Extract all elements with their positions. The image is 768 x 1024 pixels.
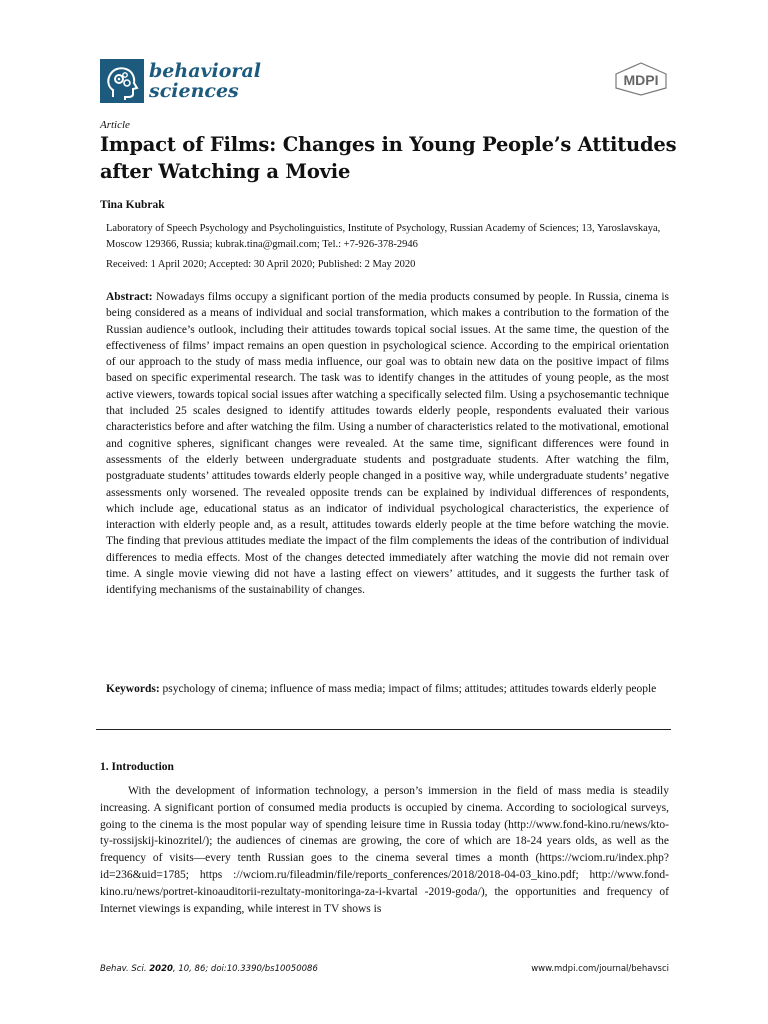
abstract-label: Abstract: [106,291,153,303]
journal-logo [100,59,280,107]
footer-url[interactable]: www.mdpi.com/journal/behavsci [531,964,669,974]
keywords-label: Keywords: [106,683,160,695]
footer-volume: 10 [178,964,190,974]
article-type: Article [100,119,130,131]
journal-name-line2: sciences [149,80,239,102]
author-name: Tina Kubrak [100,199,165,211]
author-affiliation: Laboratory of Speech Psychology and Psycholinguistics, Institute of Psychology, Russian Academy of Sciences; 13, Yaroslavskaya, Moscow 129366, Russia; kubrak.tina@gmail.com; Tel.: +7-926-378-2946 [106,223,661,250]
introduction-paragraph: With the development of information technology, a person’s immersion in the field of mass media is steadily increasing. A significant portion of consumed media products is occupied by cinema. According to sociological surveys, going to the cinema is the most popular way of spending leisure time in Russia today (http://www.fond-kino.ru/news/kto-ty-rossijskij-kinozritel/); the audiences of cinemas are growing, the core of which are 18-24 years olds, as well as the frequency of visits—every tenth Russian goes to the cinema several times a month (https://wciom.ru/index.php?id=236&uid=1785; https ://wciom.ru/fileadmin/file/reports_conferences/2018/2018-04-03_kino.pdf; http://www.fond-kino.ru/news/portret-kinoauditorii-rezultaty-monitoringa-za-i-kvartal -2019-goda/), the opportunities and frequency of Internet viewings is expanding, while interest in TV shows is [100,785,669,915]
section-heading: 1. Introduction [100,761,174,773]
footer-doi: , 86; doi:10.3390/bs10050086 [189,964,318,974]
publication-dates: Received: 1 April 2020; Accepted: 30 April 2020; Published: 2 May 2020 [106,259,416,270]
publisher-name: MDPI [623,72,659,88]
journal-name-line1: behavioral [149,60,261,82]
keywords-text: psychology of cinema; influence of mass media; impact of films; attitudes; attitudes towards elderly people [159,683,657,695]
abstract-text: Nowadays films occupy a significant portion of the media products consumed by people. In Russia, cinema is being considered as a means of individual and social transformation, which makes a contribution to the formation of the Russian audience’s outlook, including their attitudes towards topical social issues. At the same time, the question of the effectiveness of films’ impact remains an open question in psychological science. According to the empirical orientation of our approach to the study of mass media influence, our goal was to obtain new data on the positive impact of films based on specific experimental research. The task was to identify changes in the attitudes of young people, as the most active viewers, towards topical social issues after watching a specifically selected film. Using a psychosemantic technique that included 25 scales designed to identify attitudes towards elderly people, respondents evaluated their various characteristics before and after watching the film. Using a number of characteristics related to the motivational, emotional and cognitive spheres, significant changes were revealed. At the same time, significant differences were found in assessments of the elderly between undergraduate students and postgraduate students. After watching the film, postgraduate students’ attitudes towards elderly people changed in a positive way, while undergraduate students’ negative assessments only worsened. The revealed opposite trends can be explained by individual differences of respondents, which include age, educational status as an indicator of individual psychological characteristics, the experience of interaction with elderly people and, as a result, attitudes towards elderly people at the time before watching the movie. The finding that previous attitudes mediate the impact of the film complements the ideas of the contribution of individual differences to media effects. Most of the changes detected immediately after watching the movie did not remain over time. A single movie viewing did not have a lasting effect on viewers’ attitudes, and it suggests the further task of identifying mechanisms of the sustainability of changes. [106,291,669,597]
keywords [106,681,669,697]
footer-year: 2020 [149,964,173,974]
footer-citation: Behav. Sci. 2020, 10, 86; doi:10.3390/bs10050086 [100,964,318,974]
publisher-logo [614,62,668,96]
head-with-gears-icon [100,59,144,103]
footer-journal: Behav. Sci. [100,964,147,974]
abstract [106,289,669,599]
journal-name [149,61,261,101]
section-divider [96,729,671,730]
article-title: Impact of Films: Changes in Young People’s Attitudes after Watching a Movie [100,133,677,183]
